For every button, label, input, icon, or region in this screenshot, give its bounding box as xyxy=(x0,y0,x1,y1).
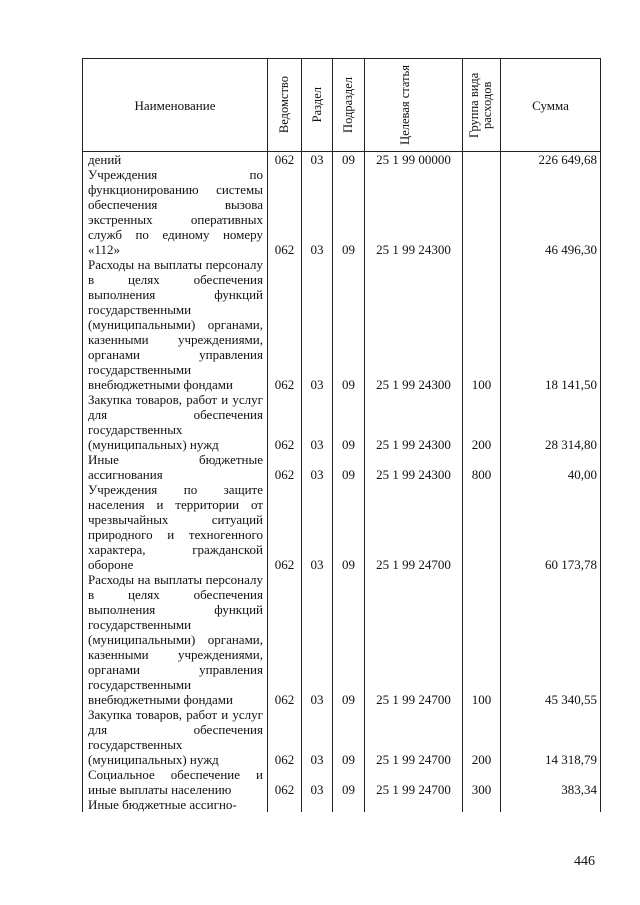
cell-sub: 09 xyxy=(333,152,365,168)
budget-table xyxy=(82,58,601,812)
table-row xyxy=(83,797,601,812)
cell-group xyxy=(463,482,501,572)
cell-name: Учреждения по функционированию системы обеспечения вызова экстренных оперативных служб по единому номеру «112» xyxy=(83,167,268,257)
cell-dept: 062 xyxy=(268,152,302,168)
header-section: Раздел xyxy=(302,59,333,152)
cell-target: 25 1 99 24300 xyxy=(365,167,463,257)
cell-sub: 09 xyxy=(333,452,365,482)
cell-sub: 09 xyxy=(333,257,365,392)
cell-dept: 062 xyxy=(268,482,302,572)
cell-name: дений xyxy=(83,152,268,168)
cell-name: Закупка товаров, работ и услуг для обеспечения государственных (муниципальных) нужд xyxy=(83,392,268,452)
header-target: Целевая статья xyxy=(365,59,463,152)
cell-group xyxy=(463,167,501,257)
cell-sub: 09 xyxy=(333,767,365,797)
cell-sum: 383,34 xyxy=(501,767,601,797)
table-row xyxy=(83,152,601,168)
cell-dept: 062 xyxy=(268,452,302,482)
cell-group: 300 xyxy=(463,767,501,797)
cell-dept xyxy=(268,797,302,812)
cell-name: Иные бюджетные ассигно- xyxy=(83,797,268,812)
cell-dept: 062 xyxy=(268,257,302,392)
header-dept: Ведомство xyxy=(268,59,302,152)
cell-group: 100 xyxy=(463,257,501,392)
cell-dept: 062 xyxy=(268,167,302,257)
cell-sum: 46 496,30 xyxy=(501,167,601,257)
cell-section: 03 xyxy=(302,257,333,392)
cell-dept: 062 xyxy=(268,392,302,452)
table-row xyxy=(83,167,601,257)
header-subsection: Подраздел xyxy=(333,59,365,152)
cell-section: 03 xyxy=(302,452,333,482)
cell-sum: 40,00 xyxy=(501,452,601,482)
cell-target: 25 1 99 24300 xyxy=(365,392,463,452)
table-row xyxy=(83,392,601,452)
header-sum: Сумма xyxy=(501,59,601,152)
cell-sub: 09 xyxy=(333,572,365,707)
cell-target: 25 1 99 00000 xyxy=(365,152,463,168)
cell-section: 03 xyxy=(302,392,333,452)
header-name: Наименование xyxy=(83,59,268,152)
table-header-row xyxy=(83,59,601,152)
cell-target: 25 1 99 24700 xyxy=(365,572,463,707)
cell-sum: 14 318,79 xyxy=(501,707,601,767)
cell-target: 25 1 99 24700 xyxy=(365,767,463,797)
cell-group: 800 xyxy=(463,452,501,482)
cell-target: 25 1 99 24300 xyxy=(365,452,463,482)
budget-table-container xyxy=(82,58,600,812)
cell-group: 200 xyxy=(463,707,501,767)
cell-section: 03 xyxy=(302,572,333,707)
cell-group xyxy=(463,797,501,812)
cell-sub: 09 xyxy=(333,167,365,257)
cell-target xyxy=(365,797,463,812)
cell-sum: 45 340,55 xyxy=(501,572,601,707)
cell-sum: 226 649,68 xyxy=(501,152,601,168)
cell-dept: 062 xyxy=(268,572,302,707)
cell-section xyxy=(302,797,333,812)
cell-dept: 062 xyxy=(268,707,302,767)
cell-name: Социальное обеспечение и иные выплаты населению xyxy=(83,767,268,797)
cell-name: Учреждения по защите населения и территории от чрезвычайных ситуаций природного и техногенного характера, гражданской обороне xyxy=(83,482,268,572)
table-body xyxy=(83,152,601,813)
cell-section: 03 xyxy=(302,482,333,572)
cell-sum: 28 314,80 xyxy=(501,392,601,452)
cell-target: 25 1 99 24700 xyxy=(365,707,463,767)
page-number: 446 xyxy=(574,854,595,869)
cell-name: Иные бюджетные ассигнования xyxy=(83,452,268,482)
cell-sub xyxy=(333,797,365,812)
cell-name: Расходы на выплаты персоналу в целях обеспечения выполнения функций государственными (муниципальными) органами, казенными учреждениями, органами управления государственными внебюджетными фондами xyxy=(83,257,268,392)
cell-section: 03 xyxy=(302,152,333,168)
cell-group: 200 xyxy=(463,392,501,452)
cell-sum: 60 173,78 xyxy=(501,482,601,572)
cell-section: 03 xyxy=(302,167,333,257)
cell-sum: 18 141,50 xyxy=(501,257,601,392)
cell-target: 25 1 99 24700 xyxy=(365,482,463,572)
cell-sub: 09 xyxy=(333,707,365,767)
cell-name: Закупка товаров, работ и услуг для обеспечения государственных (муниципальных) нужд xyxy=(83,707,268,767)
cell-dept: 062 xyxy=(268,767,302,797)
cell-section: 03 xyxy=(302,767,333,797)
cell-sub: 09 xyxy=(333,482,365,572)
table-row xyxy=(83,452,601,482)
table-row xyxy=(83,707,601,767)
cell-group: 100 xyxy=(463,572,501,707)
table-row xyxy=(83,572,601,707)
table-row xyxy=(83,482,601,572)
table-row xyxy=(83,257,601,392)
header-group: Группа вида расходов xyxy=(463,59,501,152)
cell-sub: 09 xyxy=(333,392,365,452)
table-row xyxy=(83,767,601,797)
cell-sum xyxy=(501,797,601,812)
cell-name: Расходы на выплаты персоналу в целях обеспечения выполнения функций государственными (муниципальными) органами, казенными учреждениями, органами управления государственными внебюджетными фондами xyxy=(83,572,268,707)
cell-target: 25 1 99 24300 xyxy=(365,257,463,392)
cell-section: 03 xyxy=(302,707,333,767)
cell-group xyxy=(463,152,501,168)
